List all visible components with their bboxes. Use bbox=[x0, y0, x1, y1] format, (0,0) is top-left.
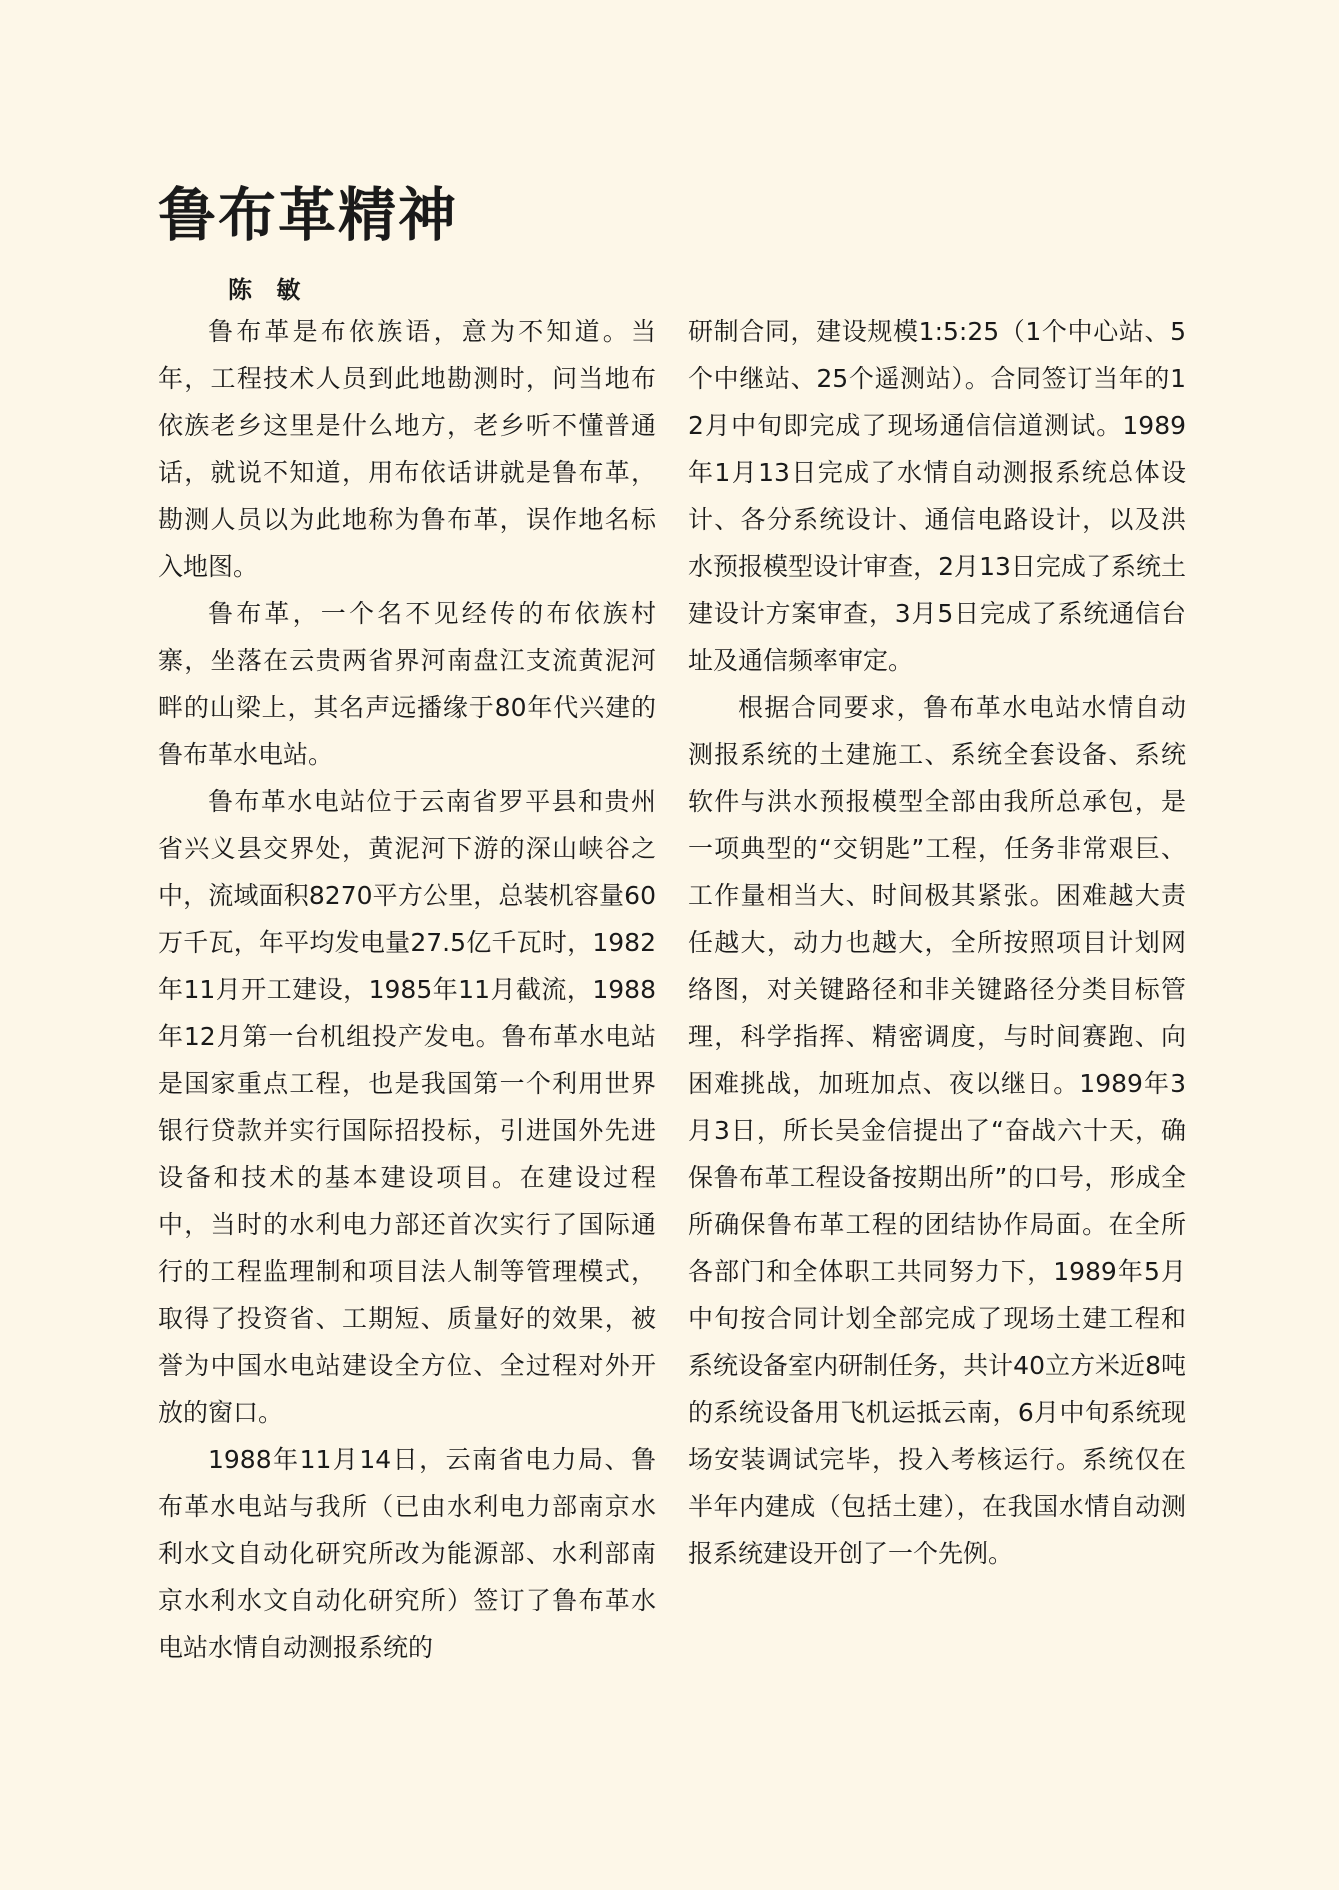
paragraph: 鲁布革，一个名不见经传的布依族村寨，坐落在云贵两省界河南盘江支流黄泥河畔的山梁上，其名声远播缘于80年代兴建的鲁布革水电站。 bbox=[158, 599, 656, 769]
author-name: 陈 敏 bbox=[228, 275, 309, 304]
paragraph: 根据合同要求，鲁布革水电站水情自动测报系统的土建施工、系统全套设备、系统软件与洪水预报模型全部由我所总承包，是一项典型的“交钥匙”工程，任务非常艰巨、工作量相当大、时间极其紧张。困难越大责任越大，动力也越大，全所按照项目计划网络图，对关键路径和非关键路径分类目标管理，科学指挥、精密调度，与时间赛跑、向困难挑战，加班加点、夜以继日。1989年3月3日，所长吴金信提出了“奋战六十天，确保鲁布革工程设备按期出所”的口号，形成全所确保鲁布革工程的团结协作局面。在全所各部门和全体职工共同努力下，1989年5月中旬按合同计划全部完成了现场土建工程和系统设备室内研制任务，共计40立方米近8吨的系统设备用飞机运抵云南，6月中旬系统现场安装调试完毕，投入考核运行。系统仅在半年内建成（包括土建），在我国水情自动测报系统建设开创了一个先例。 bbox=[688, 693, 1186, 1568]
paragraph: 鲁布革水电站位于云南省罗平县和贵州省兴义县交界处，黄泥河下游的深山峡谷之中，流域面积8270平方公里，总装机容量60万千瓦，年平均发电量27.5亿千瓦时，1982年11月开工建设，1985年11月截流，1988年12月第一台机组投产发电。鲁布革水电站是国家重点工程，也是我国第一个利用世界银行贷款并实行国际招投标，引进国外先进设备和技术的基本建设项目。在建设过程中，当时的水利电力部还首次实行了国际通行的工程监理制和项目法人制等管理模式，取得了投资省、工期短、质量好的效果，被誉为中国水电站建设全方位、全过程对外开放的窗口。 bbox=[158, 787, 656, 1427]
paragraph: 1988年11月14日，云南省电力局、鲁布革水电站与我所（已由水利电力部南京水利水文自动化研究所改为能源部、水利部南京水利水文自动化研究所）签订了鲁布革水电站水情自动测报系统的 bbox=[158, 1445, 656, 1662]
page-title: 鲁布革精神 bbox=[158, 181, 459, 249]
paragraph-continued: 研制合同，建设规模1:5:25（1个中心站、5个中继站、25个遥测站）。合同签订当年的12月中旬即完成了现场通信信道测试。1989年1月13日完成了水情自动测报系统总体设计、各分系统设计、通信电路设计，以及洪水预报模型设计审查，2月13日完成了系统土建设计方案审查，3月5日完成了系统通信台址及通信频率审定。 bbox=[688, 317, 1186, 675]
paragraph: 鲁布革是布依族语，意为不知道。当年，工程技术人员到此地勘测时，问当地布依族老乡这里是什么地方，老乡听不懂普通话，就说不知道，用布依话讲就是鲁布革，勘测人员以为此地称为鲁布革，误作地名标入地图。 bbox=[158, 317, 656, 581]
right-column bbox=[688, 308, 1186, 1577]
left-column bbox=[158, 308, 656, 1671]
